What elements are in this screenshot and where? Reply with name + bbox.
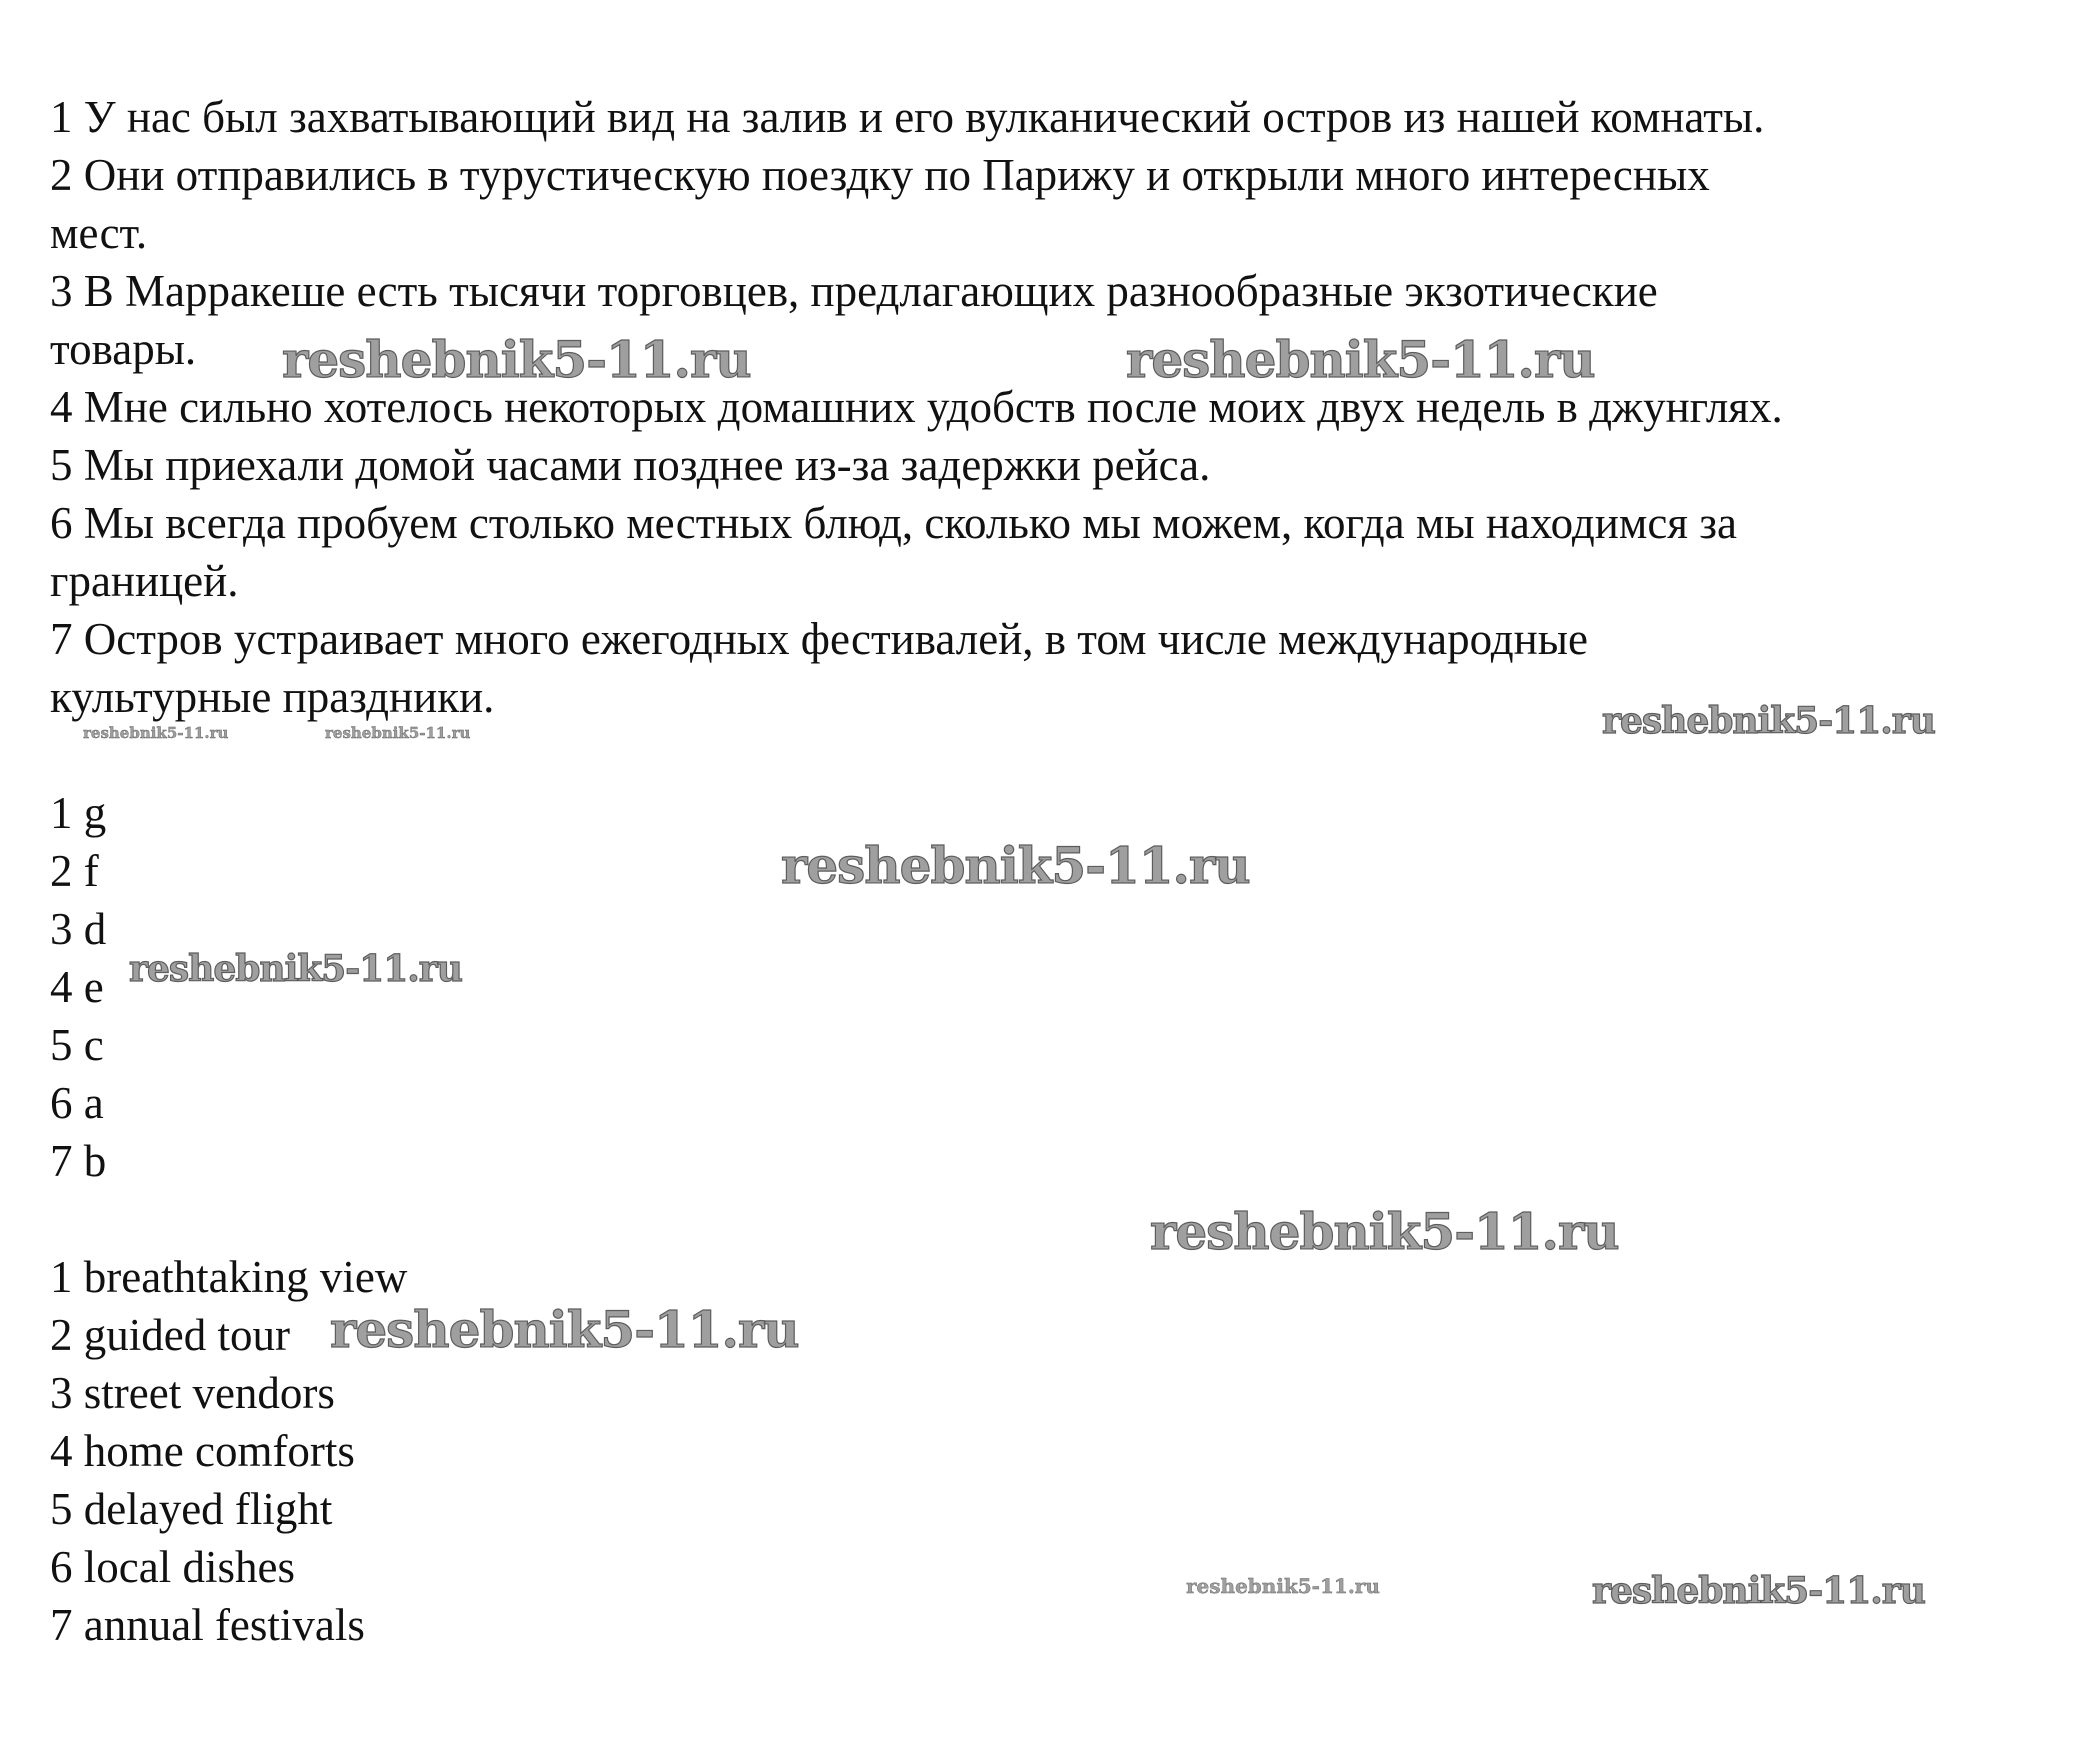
matching-answer-1: 1 g xyxy=(50,788,107,838)
translation-line-7: 7 Остров устраивает много ежегодных фестивалей, в том числе международные xyxy=(50,614,1588,664)
watermark: reshebnik5-11.ru xyxy=(325,724,471,742)
matching-answer-4: 4 e xyxy=(50,962,104,1012)
watermark: reshebnik5-11.ru xyxy=(330,1300,799,1359)
watermark: reshebnik5-11.ru xyxy=(1186,1574,1380,1598)
translation-line-7-cont: культурные праздники. xyxy=(50,672,495,722)
watermark: reshebnik5-11.ru xyxy=(83,724,229,742)
translation-line-3: 3 В Марракеше есть тысячи торговцев, предлагающих разнообразные экзотические xyxy=(50,266,1658,316)
watermark: reshebnik5-11.ru xyxy=(781,836,1250,895)
translation-line-1: 1 У нас был захватывающий вид на залив и его вулканический остров из нашей комнаты. xyxy=(50,92,1765,142)
translation-line-2-cont: мест. xyxy=(50,208,148,258)
translation-line-6: 6 Мы всегда пробуем столько местных блюд, сколько мы можем, когда мы находимся за xyxy=(50,498,1737,548)
phrase-4: 4 home comforts xyxy=(50,1426,355,1476)
watermark: reshebnik5-11.ru xyxy=(129,948,462,990)
watermark: reshebnik5-11.ru xyxy=(1592,1570,1925,1612)
translation-line-5: 5 Мы приехали домой часами позднее из-за задержки рейса. xyxy=(50,440,1211,490)
matching-answer-7: 7 b xyxy=(50,1136,107,1186)
matching-answer-3: 3 d xyxy=(50,904,107,954)
translation-line-4: 4 Мне сильно хотелось некоторых домашних удобств после моих двух недель в джунглях. xyxy=(50,382,1783,432)
translation-line-6-cont: границей. xyxy=(50,556,239,606)
translation-line-2: 2 Они отправились в турустическую поездку по Парижу и открыли много интересных xyxy=(50,150,1710,200)
watermark: reshebnik5-11.ru xyxy=(1602,700,1935,742)
matching-answer-5: 5 c xyxy=(50,1020,104,1070)
phrase-3: 3 street vendors xyxy=(50,1368,335,1418)
matching-answer-2: 2 f xyxy=(50,846,99,896)
phrase-6: 6 local dishes xyxy=(50,1542,295,1592)
matching-answer-6: 6 a xyxy=(50,1078,104,1128)
watermark: reshebnik5-11.ru xyxy=(282,330,751,389)
phrase-5: 5 delayed flight xyxy=(50,1484,333,1534)
watermark: reshebnik5-11.ru xyxy=(1150,1202,1619,1261)
translation-line-3-cont: товары. xyxy=(50,324,197,374)
watermark: reshebnik5-11.ru xyxy=(1126,330,1595,389)
phrase-2: 2 guided tour xyxy=(50,1310,290,1360)
phrase-7: 7 annual festivals xyxy=(50,1600,365,1650)
phrase-1: 1 breathtaking view xyxy=(50,1252,408,1302)
